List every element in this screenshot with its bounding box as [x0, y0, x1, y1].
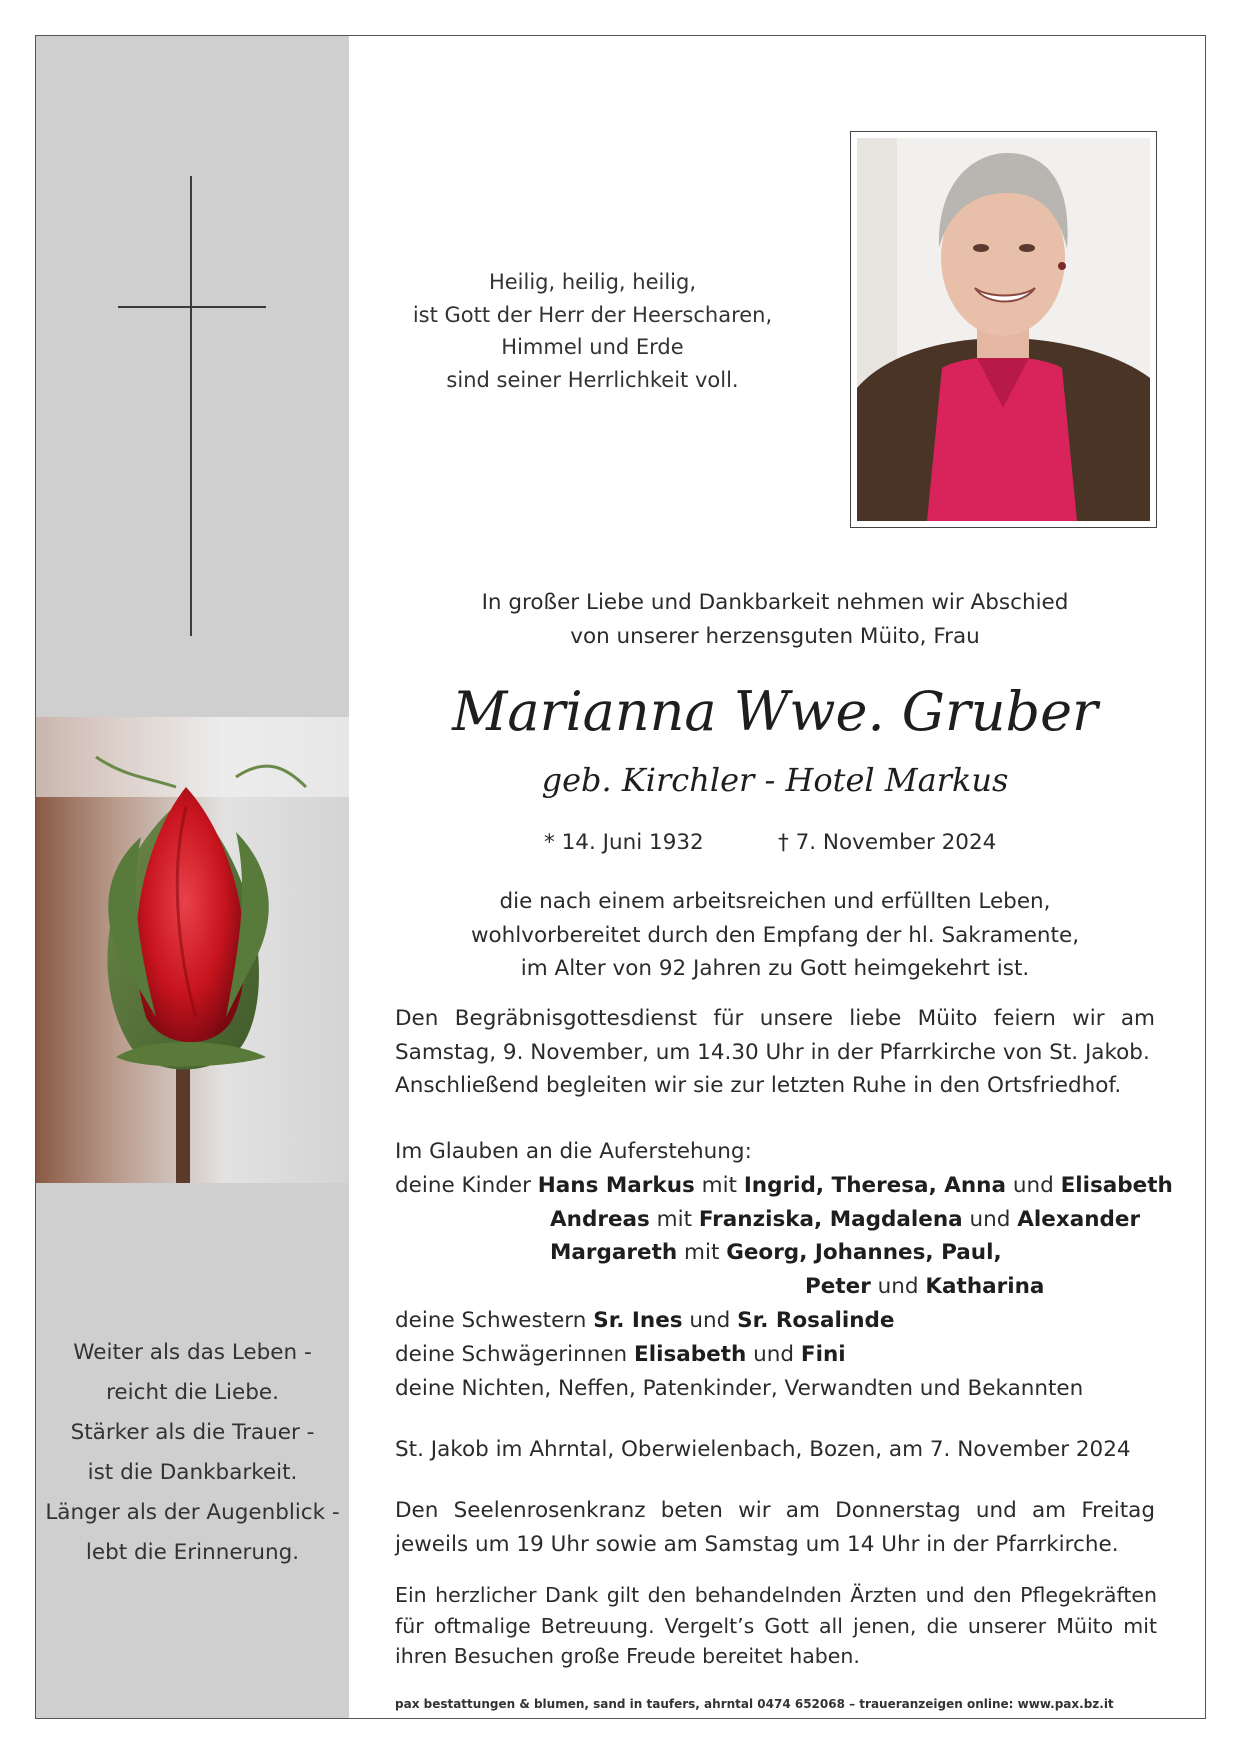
- connector-word: und: [1005, 1172, 1061, 1198]
- child-name: Hans Markus: [537, 1172, 695, 1198]
- sidebar-poem-line: Länger als der Augenblick -: [45, 1500, 340, 1525]
- cross-icon-bar: [118, 306, 266, 308]
- sister-name: Sr. Rosalinde: [737, 1307, 895, 1333]
- footer-credit: pax bestattungen & blumen, sand in taufers, ahrntal 0474 652068 – traueranzeigen online: www.pax.bz.it: [395, 1697, 1114, 1711]
- family-children-row: [395, 1270, 1175, 1304]
- intro-line: In großer Liebe und Dankbarkeit nehmen wir Abschied: [481, 590, 1069, 615]
- family-list: [395, 1135, 1175, 1405]
- sidebar-poem-line: ist die Dankbarkeit.: [87, 1460, 298, 1485]
- sacraments-line: wohlvorbereitet durch den Empfang der hl. Sakramente,: [470, 922, 1080, 948]
- connector-word: und: [746, 1341, 801, 1367]
- child-family-names: Ingrid, Theresa, Anna: [743, 1172, 1006, 1198]
- child-name: Andreas: [550, 1206, 650, 1232]
- verse-line: ist Gott der Herr der Heerscharen,: [412, 302, 773, 327]
- family-prefix: deine Schwägerinnen: [395, 1341, 635, 1367]
- intro-line: von unserer herzensguten Müito, Frau: [570, 623, 980, 649]
- connector-word: und: [682, 1307, 738, 1333]
- verse-line: Heilig, heilig, heilig,: [488, 270, 697, 294]
- funeral-line: Anschließend begleiten wir sie zur letzten Ruhe in den Ortsfriedhof.: [395, 1073, 1122, 1098]
- family-prefix: deine Schwestern: [395, 1307, 594, 1333]
- child-family-names: Georg, Johannes, Paul,: [726, 1240, 1002, 1266]
- verse-line: Himmel und Erde: [501, 335, 684, 359]
- birth-date: * 14. Juni 1932: [544, 830, 704, 855]
- sacraments-text: [395, 885, 1155, 986]
- child-family-names: Franziska, Magdalena: [698, 1206, 963, 1232]
- place-date: St. Jakob im Ahrntal, Oberwielenbach, Bozen, am 7. November 2024: [395, 1437, 1131, 1462]
- sidebar-poem: [36, 1333, 349, 1573]
- sidebar-poem-line: Weiter als das Leben -: [73, 1340, 312, 1365]
- child-name: Margareth: [550, 1240, 678, 1266]
- family-children-row: [395, 1169, 1175, 1203]
- life-dates: [540, 826, 1060, 860]
- funeral-paragraph: [395, 1002, 1155, 1103]
- connector-word: mit: [649, 1206, 699, 1232]
- thanks-line: ihren Besuchen große Freude bereitet haben.: [395, 1644, 860, 1668]
- verse-line: sind seiner Herrlichkeit voll.: [446, 367, 739, 392]
- thanks-line: für oftmalige Betreuung. Vergelt’s Gott all jenen, die unserer Müito mit: [395, 1613, 1157, 1638]
- child-family-names: Peter: [805, 1274, 871, 1300]
- thanks-line: Ein herzlicher Dank gilt den behandelnden Ärzten und den Pflegekräften: [395, 1583, 1157, 1607]
- sister-in-law-name: Elisabeth: [634, 1341, 747, 1367]
- sidebar-poem-line: reicht die Liebe.: [106, 1380, 279, 1405]
- child-family-names: Alexander: [1017, 1206, 1141, 1232]
- family-heading: Im Glauben an die Auferstehung:: [395, 1139, 752, 1164]
- deceased-name: Marianna Wwe. Gruber: [452, 680, 1098, 743]
- sidebar-poem-line: lebt die Erinnerung.: [85, 1540, 300, 1565]
- family-prefix: deine Kinder: [395, 1172, 538, 1198]
- sacraments-line: die nach einem arbeitsreichen und erfüllten Leben,: [499, 889, 1051, 914]
- sister-name: Sr. Ines: [593, 1307, 683, 1333]
- connector-word: mit: [677, 1240, 727, 1266]
- bible-verse: [390, 266, 795, 396]
- rosary-line: Den Seelenrosenkranz beten wir am Donnerstag und am Freitag: [395, 1498, 1155, 1523]
- rosary-paragraph: [395, 1494, 1155, 1561]
- sidebar-poem-line: Stärker als die Trauer -: [70, 1420, 315, 1445]
- connector-word: mit: [694, 1172, 744, 1198]
- rosary-line: jeweils um 19 Uhr sowie am Samstag um 14 Uhr in der Pfarrkirche.: [395, 1531, 1119, 1557]
- sister-in-law-name: Fini: [800, 1341, 846, 1367]
- connector-word: und: [962, 1206, 1018, 1232]
- portrait-photo: [857, 138, 1150, 521]
- connector-word: und: [870, 1274, 926, 1300]
- family-sisters-in-law-row: [395, 1338, 1175, 1372]
- family-children-row: [395, 1236, 1175, 1270]
- sacraments-line: im Alter von 92 Jahren zu Gott heimgekehrt ist.: [520, 956, 1030, 981]
- cross-icon: [190, 176, 192, 636]
- rose-image: [36, 717, 349, 1183]
- thanks-paragraph: [395, 1580, 1157, 1672]
- funeral-line: Den Begräbnisgottesdienst für unsere liebe Müito feiern wir am: [395, 1006, 1155, 1031]
- child-family-names: Katharina: [925, 1274, 1045, 1300]
- family-children-row: [395, 1203, 1175, 1237]
- death-date: † 7. November 2024: [778, 830, 997, 855]
- child-family-names: Elisabeth: [1060, 1172, 1173, 1198]
- intro-text: [395, 586, 1155, 653]
- family-others-row: deine Nichten, Neffen, Patenkinder, Verwandten und Bekannten: [395, 1375, 1084, 1401]
- birth-name: geb. Kirchler - Hotel Markus: [541, 761, 1009, 799]
- family-sisters-row: [395, 1304, 1175, 1338]
- funeral-line: Samstag, 9. November, um 14.30 Uhr in der Pfarrkirche von St. Jakob.: [395, 1039, 1150, 1065]
